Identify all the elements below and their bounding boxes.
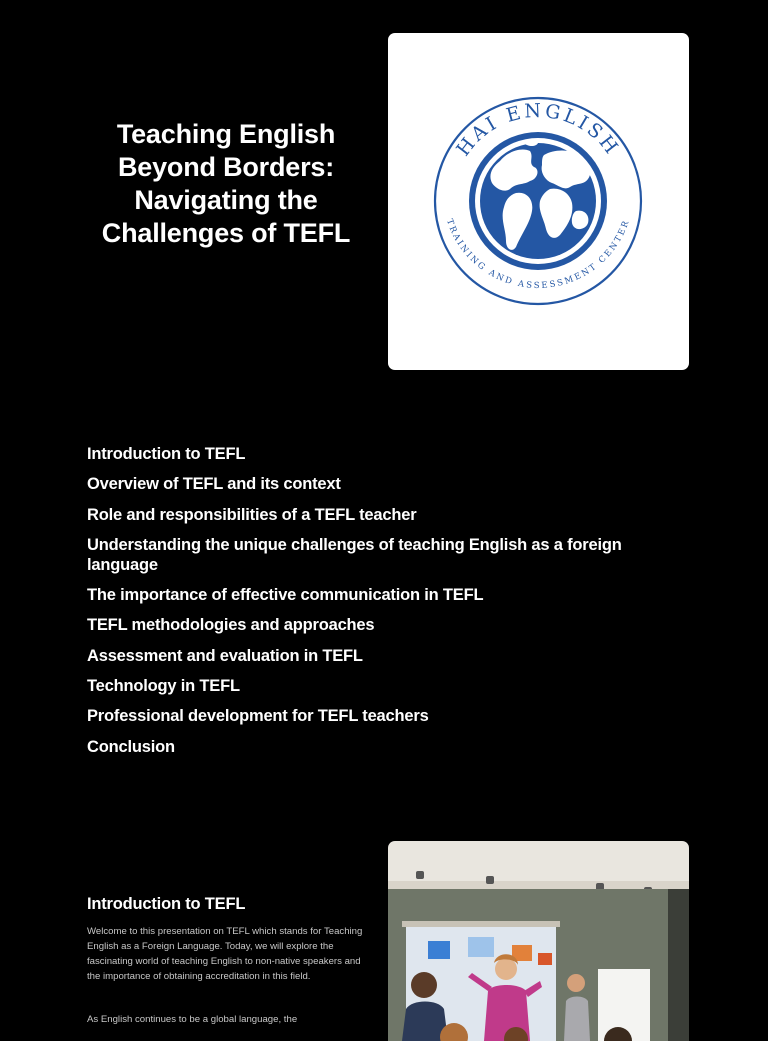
toc-item: Understanding the unique challenges of teaching English as a foreign language (87, 535, 622, 574)
intro-paragraph: As English continues to be a global language, the (87, 1014, 298, 1025)
classroom-illustration (388, 841, 689, 1041)
slide-title: Teaching English Beyond Borders: Navigating the Challenges of TEFL (101, 119, 351, 248)
hai-english-logo (388, 33, 689, 370)
logo-bottom-text: TRAINING AND ASSESSMENT CENTER (444, 217, 632, 292)
intro-heading: Introduction to TEFL (87, 895, 246, 913)
toc-item: Assessment and evaluation in TEFL (87, 646, 363, 665)
toc-item: Professional development for TEFL teachers (87, 707, 429, 726)
intro-slide (0, 800, 768, 1024)
toc-item: The importance of effective communication in TEFL (87, 586, 484, 605)
toc-list (87, 444, 687, 767)
toc-item: Conclusion (87, 737, 175, 756)
intro-paragraph: Welcome to this presentation on TEFL which stands for Teaching English as a Foreign Language. Today, we will explore the fascinating world of teaching English to non-native speakers and the importance of obtaining accreditation in this field. (87, 926, 363, 982)
toc-item: Introduction to TEFL (87, 445, 246, 463)
logo-card (388, 33, 689, 370)
toc-item: Technology in TEFL (87, 677, 240, 696)
title-slide (0, 0, 768, 400)
logo-top-text: HAI ENGLISH (452, 99, 624, 161)
toc-slide (0, 430, 768, 790)
toc-item: Overview of TEFL and its context (87, 475, 341, 494)
classroom-image (388, 841, 689, 1041)
toc-item: TEFL methodologies and approaches (87, 616, 375, 635)
toc-item: Role and responsibilities of a TEFL teacher (87, 505, 417, 524)
